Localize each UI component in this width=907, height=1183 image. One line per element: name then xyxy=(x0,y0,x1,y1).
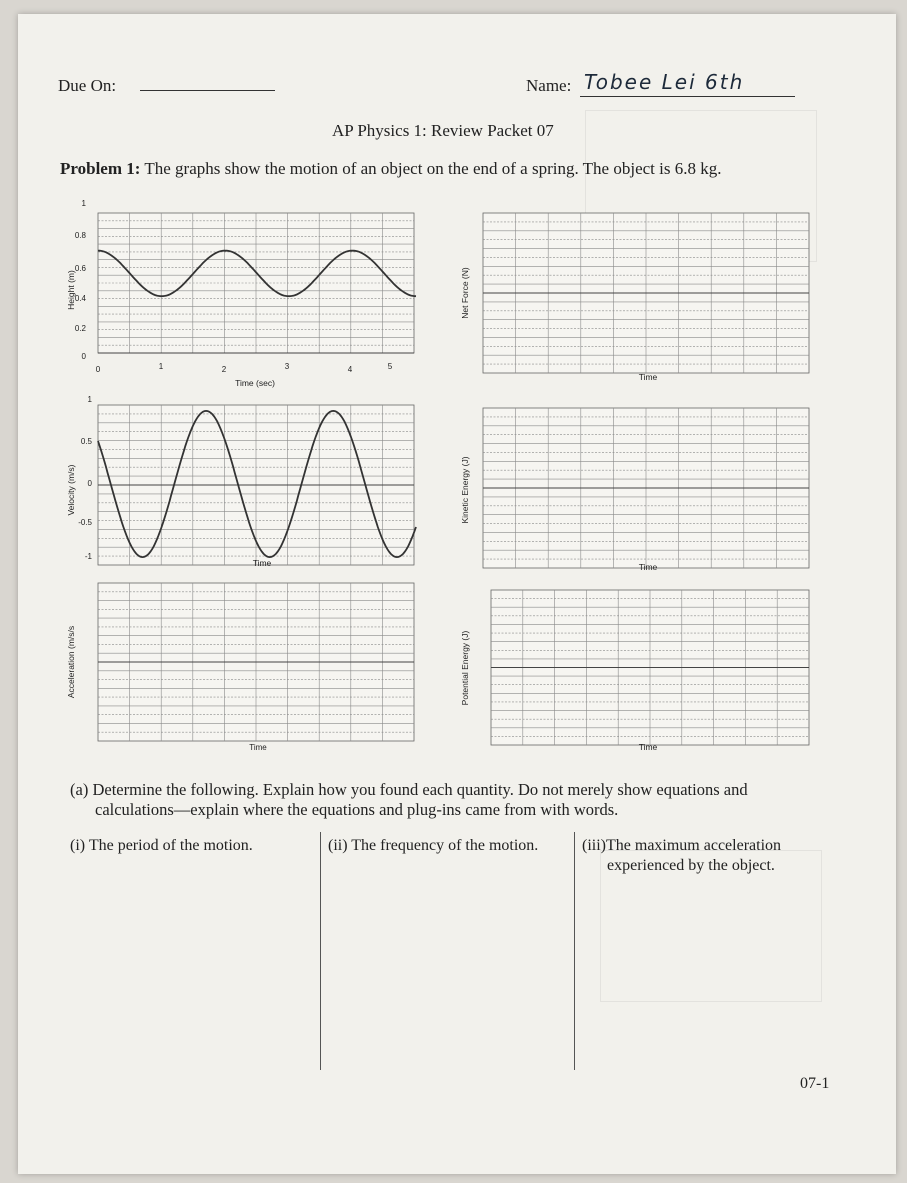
due-on-label: Due On: xyxy=(58,76,117,95)
velocity-graph-xlabel: Time xyxy=(252,558,272,568)
name-label: Name: xyxy=(526,76,572,95)
acceleration-graph-ylabel: Acceleration (m/s/s xyxy=(66,625,76,699)
velocity-y-tick: -1 xyxy=(84,552,92,561)
answer-area-iii[interactable] xyxy=(580,880,840,1065)
kinetic-energy-graph-ylabel: Kinetic Energy (J) xyxy=(460,456,470,524)
question-iii-line1: (iii)The maximum acceleration xyxy=(582,837,782,854)
height-graph-xlabel: Time (sec) xyxy=(235,378,275,388)
potential-energy-graph-ylabel: Potential Energy (J) xyxy=(460,630,470,706)
height-y-tick: 0.6 xyxy=(74,264,86,273)
velocity-graph-ylabel: Velocity (m/s) xyxy=(66,464,76,516)
velocity-y-tick: 0.5 xyxy=(80,437,92,446)
height-y-tick: 0 xyxy=(81,352,86,361)
velocity-y-tick: 1 xyxy=(87,395,92,404)
part-a-line1: Determine the following. Explain how you found each quantity. Do not merely show equations and xyxy=(92,780,748,799)
height-x-tick: 1 xyxy=(158,362,164,371)
velocity-y-tick: 0 xyxy=(87,479,92,488)
height-x-tick: 4 xyxy=(347,365,353,374)
potential-energy-graph-xlabel: Time xyxy=(638,742,658,752)
net-force-graph-xlabel: Time xyxy=(638,372,658,382)
answer-area-i[interactable] xyxy=(60,880,315,1065)
height-x-tick: 2 xyxy=(221,365,227,374)
height-y-tick: 1 xyxy=(81,199,86,208)
height-x-tick: 3 xyxy=(284,362,290,371)
answer-divider-1 xyxy=(320,832,321,1070)
problem-text: The graphs show the motion of an object on the end of a spring. The object is 6.8 kg. xyxy=(144,159,722,178)
question-iii xyxy=(582,836,781,876)
name-handwriting: Tobee Lei 6th xyxy=(584,70,745,94)
height-y-tick: 0.4 xyxy=(74,294,86,303)
velocity-y-tick: -0.5 xyxy=(78,518,92,527)
height-y-tick: 0.2 xyxy=(74,324,86,333)
height-x-tick: 5 xyxy=(387,362,393,371)
answer-area-ii[interactable] xyxy=(325,880,570,1065)
part-a-instructions xyxy=(70,780,830,820)
answer-divider-2 xyxy=(574,832,575,1070)
page-title: AP Physics 1: Review Packet 07 xyxy=(332,121,554,140)
problem-label: Problem 1: xyxy=(60,159,141,178)
part-a-label: (a) xyxy=(70,780,89,799)
question-iii-line2: experienced by the object. xyxy=(607,857,775,874)
question-i: (i) The period of the motion. xyxy=(70,837,253,854)
height-y-tick: 0.8 xyxy=(74,231,86,240)
page-number: 07-1 xyxy=(800,1075,830,1092)
part-a-line2: calculations—explain where the equations and plug-ins came from with words. xyxy=(95,800,619,819)
height-graph-ylabel: Height (m) xyxy=(66,270,76,310)
kinetic-energy-graph-xlabel: Time xyxy=(638,562,658,572)
height-x-tick: 0 xyxy=(95,365,101,374)
height-graph-grid xyxy=(98,213,414,353)
question-ii: (ii) The frequency of the motion. xyxy=(328,837,539,854)
net-force-graph-ylabel: Net Force (N) xyxy=(460,267,470,319)
acceleration-graph-xlabel: Time xyxy=(249,743,267,752)
